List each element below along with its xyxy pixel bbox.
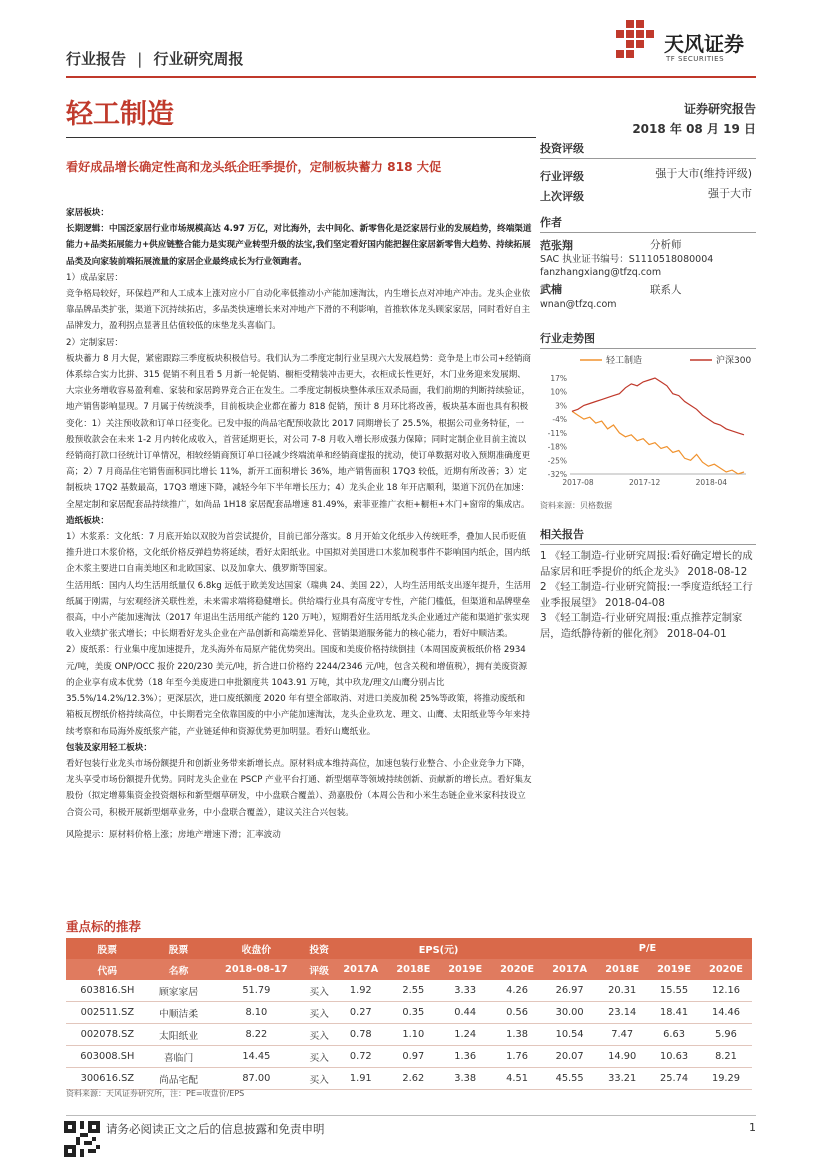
cell: 8.22 [209,1024,305,1046]
rating-value: 强于大市(维持评级) [655,167,752,180]
cell: 0.78 [334,1024,387,1046]
rating-title: 投资评级 [540,140,756,159]
cell: 20.07 [543,1046,596,1068]
author-email: fanzhangxiang@tfzq.com [540,267,662,278]
page-number: 1 [749,1121,756,1134]
cell: 尚品宅配 [149,1068,209,1090]
cell: 太阳纸业 [149,1024,209,1046]
cell: 18.41 [648,1002,700,1024]
th-name: 股票 [149,938,209,959]
cell: 603816.SH [66,980,149,1002]
table-header-row [66,938,752,959]
y-tick-label: 17% [550,374,567,383]
cell: 19.29 [700,1068,752,1090]
cell: 2.55 [387,980,439,1002]
cell: 买入 [304,980,334,1002]
title-divider [66,137,536,138]
author-name: 范张翔 [540,239,573,252]
cell: 002078.SZ [66,1024,149,1046]
report-sub: 行业研究周报 [153,50,244,68]
authors-title: 作者 [540,214,756,233]
industry-title: 轻工制造 [66,99,174,130]
y-tick-label: -25% [547,456,567,466]
cell: 买入 [304,1002,334,1024]
long-logic-label: 长期逻辑： [66,224,109,235]
th-sub: 2019E [439,959,491,980]
cell: 0.97 [387,1046,439,1068]
cell: 喜临门 [149,1046,209,1068]
cell: 3.38 [439,1068,491,1090]
cell: 1.91 [334,1068,387,1090]
th-sub: 评级 [304,959,334,980]
trend-section [540,330,756,349]
th-sub: 2017A [334,959,387,980]
author-role: 分析师 [650,239,682,251]
cell: 1.24 [439,1024,491,1046]
cell: 3.33 [439,980,491,1002]
cell: 1.10 [387,1024,439,1046]
long-logic [66,221,532,270]
cell: 买入 [304,1068,334,1090]
th-eps: EPS(元) [334,938,543,959]
report-type: 行业报告 [66,50,127,68]
th-pe: P/E [543,938,752,959]
paper-head: 造纸板块： [66,515,109,526]
cell: 300616.SZ [66,1068,149,1090]
long-logic-text: 中国泛家居行业市场规模高达 4.97 万亿，对比海外，去中间化、新零售化是泛家居行业的发展趋势，终端渠道能力+品类拓展能力+供应链整合能力是实现产业转型升级的法宝,我们坚定看好国内能把握住家居新零售大趋势、持续拓展品类及向家装前端拓展流量的家居企业最终成长为行业领跑者。 [66,224,532,267]
table-source: 资料来源：天风证券研究所，注：PE=收盘价/EPS [66,1089,245,1098]
cell: 1.92 [334,980,387,1002]
legend-label: 沪深300 [716,356,752,366]
rating-label: 上次评级 [540,190,584,203]
table-row [66,980,752,1002]
cell: 买入 [304,1024,334,1046]
headline: 看好成品增长确定性高和龙头纸企旺季提价，定制板块蓄力 818 大促 [66,160,442,174]
cell: 1.76 [491,1046,543,1068]
cell: 0.56 [491,1002,543,1024]
cell: 10.63 [648,1046,700,1068]
th-sub: 名称 [149,959,209,980]
paper-tissue: 生活用纸：国内人均生活用纸量仅 6.8kg 远低于欧美发达国家（瑞典 24、美国 22），人均生活用纸支出逐年提升，生活用纸属于刚需，与宏观经济关联性差，未来需求端将稳健增长。供给端行业具有高度守专性，产能门槛低，但渠道和品牌壁垒很高，中小产能加速淘汰（2017 年退出生活用纸产能约 120 万吨），短期看好生活用纸龙头企业通过产能和渠道扩张实现收入业绩扩张式增长；中长期看好龙头企业在产品创新和高端差异化、营销渠道服务能力的核心能力，看好中顺洁柔。 [66,580,532,640]
cell: 7.47 [596,1024,648,1046]
cell: 14.46 [700,1002,752,1024]
series-line [572,411,744,474]
paper-woodpulp: 1）木浆系：文化纸：7 月底开始以双胶为首尝试提价，目前已部分落实。8 月开始文化纸步入传统旺季，叠加人民币贬值推升进口木浆价格，文化纸价格反弹趋势将延续，看好太阳纸业。中国拟对美国进口木浆加税事件不影响国内纸企，国内纸企木浆主要进口自南美地区和北欧国家、以及加拿大、俄罗斯等国家。 [66,532,531,575]
cell: 顾家家居 [149,980,209,1002]
table-subheader-row [66,959,752,980]
th-sub: 代码 [66,959,149,980]
cell: 4.51 [491,1068,543,1090]
cell: 0.72 [334,1046,387,1068]
cell: 30.00 [543,1002,596,1024]
table-row [66,1046,752,1068]
report-date: 2018 年 08 月 19 日 [632,122,756,136]
author-email: wnan@tfzq.com [540,299,617,310]
cell: 15.55 [648,980,700,1002]
cell: 8.10 [209,1002,305,1024]
th-rating: 投资 [304,938,334,959]
cell: 2.62 [387,1068,439,1090]
cell: 10.54 [543,1024,596,1046]
author-cert: SAC 执业证书编号：S1110518080004 [540,254,714,265]
brand-en: TF SECURITIES [666,55,725,63]
cell: 25.74 [648,1068,700,1090]
x-tick-label: 2017-12 [628,478,661,487]
th-sub: 2018E [387,959,439,980]
home-head: 家居板块： [66,208,109,218]
cell: 4.26 [491,980,543,1002]
y-tick-label: -11% [547,428,567,438]
rating-label: 行业评级 [540,170,584,183]
th-sub: 2020E [491,959,543,980]
cell: 买入 [304,1046,334,1068]
y-tick-label: 10% [550,387,567,397]
cell: 0.27 [334,1002,387,1024]
cell: 0.35 [387,1002,439,1024]
cell: 1.36 [439,1046,491,1068]
report-type-line [66,48,244,69]
tf-logo [612,18,762,70]
cell: 33.21 [596,1068,648,1090]
header-divider [66,76,756,78]
series-line [572,378,744,435]
finished-furniture-text: 竞争格局较好，环保趋严和人工成本上涨对应小厂自动化率低推动小产能加速淘汰，内生增长点对冲地产冲击。龙头企业依靠品牌品类扩张，渠道下沉持续拓店，多品类快速增长来对冲地产下滑的不利影响，首推软体龙头顾家家居，同时看好自主品牌发力，盈利拐点显著且估值较低的床垫龙头喜临门。 [66,289,531,332]
th-sub: 2018E [596,959,648,980]
trend-source: 资料来源：贝格数据 [540,501,612,510]
author-card [540,283,756,312]
trend-title: 行业走势图 [540,330,756,349]
cell: 23.14 [596,1002,648,1024]
rating-value: 强于大市 [708,187,752,200]
y-tick-label: -18% [547,442,567,452]
tf-logo-icon [612,18,658,68]
qr-code-icon [64,1121,100,1157]
cell: 0.44 [439,1002,491,1024]
stock-table [66,938,752,1090]
author-card [540,239,756,279]
custom-furniture-text: 板块蓄力 8 月大促，紧密跟踪三季度板块积极信号。我们认为二季度定制行业呈现六大发展趋势：竞争是上市公司+经销商体系综合实力比拼、315 促销不利且看 5 月新一轮促销、橱柜受精装冲击更大，衣柜成长性更好，木门业务迎来发展期、大宗业务增收容易盈利难、家装和家居跨界竞合正在发生。二季度定制板块整体承压双杀局面，我们前期的判断持续验证，地产销售影响显现。7 月属于传统淡季，目前板块企业都在蓄力 818 促销，预计 8 月环比将改善，板块基本面也具有积极变化：1）关注预收款和订单口径变化。已发中报的尚品宅配预收款比 2017 同期增长了 25.5%，根据公司业务特征，一般预收款会在未来 1-2 月内转化成收入，首营延期更长，对公司 7-8 月收入增长形成强力保障；同时定制企业目前主流以经销商打款口径统计订单情况，相较经销商预订单口径减少终端流单和经销商虚报的扰动，使订单数据对收入预期准确度更高；2）7 月商品住宅销售面积同比增长 11%，新开工面积增长 36%，地产销售面积 17Q3 较低，近期有所改善；3）定制板块 17Q2 基数最高，17Q3 增速下降，减轻今年下半年增长压力；4）龙头企业 18 年开店顺利，渠道下沉仍在加速：全屋定制和家居配套品持续推广，如尚品 1H18 家居配套品增速 81.49%，索菲亚推广衣柜+橱柜+木门+窗帘的集成店。 [66,353,532,510]
related-title: 相关报告 [540,526,756,545]
legend-label: 轻工制造 [606,356,643,366]
trend-chart [540,350,756,498]
related-section [540,526,756,642]
risk-note: 风险提示：原材料价格上涨；房地产增速下滑；汇率波动 [66,829,281,840]
cell: 20.31 [596,980,648,1002]
x-tick-label: 2018-04 [695,478,728,487]
th-sub: 2018-08-17 [209,959,305,980]
cell: 12.16 [700,980,752,1002]
table-row [66,1002,752,1024]
th-sub: 2020E [700,959,752,980]
table-title: 重点标的推荐 [66,919,142,934]
th-sub: 2019E [648,959,700,980]
th-sub: 2017A [543,959,596,980]
cell: 51.79 [209,980,305,1002]
cell: 14.90 [596,1046,648,1068]
cell: 26.97 [543,980,596,1002]
pack-text: 看好包装行业龙头市场份额提升和创新业务带来新增长点。原材料成本维持高位，加速包装行业整合、小企业竞争力下降，龙头享受市场份额提升优势。同时龙头企业在 PSCP 产业平台打通、新型烟草等领域持续创新、贡献新的增长点。看好集友股份（拟定增募集资金投资烟标和新型烟草研发，中小盘联合覆盖）、劲嘉股份（本周公告和小米生态链企业米家科技设立合资公司，积极开展新型烟草业务，中小盘联合覆盖），建议关注合兴包装。 [66,758,532,818]
body-column [66,205,532,843]
cell: 中顺洁柔 [149,1002,209,1024]
footer-divider [66,1115,756,1116]
authors-section [540,214,756,312]
cell: 603008.SH [66,1046,149,1068]
report-label: 证券研究报告 [683,102,756,116]
cell: 45.55 [543,1068,596,1090]
th-price: 收盘价 [209,938,305,959]
custom-furniture-title: 2）定制家居： [66,337,124,348]
author-name: 武楠 [540,283,562,296]
cell: 14.45 [209,1046,305,1068]
table-row [66,1024,752,1046]
cell: 87.00 [209,1068,305,1090]
related-item[interactable]: 3 《轻工制造-行业研究周报:重点推荐定制家居，造纸静待新的催化剂》 2018-04-01 [540,612,743,640]
finished-furniture-title: 1）成品家居： [66,272,124,283]
cell: 6.63 [648,1024,700,1046]
author-role: 联系人 [650,284,682,296]
related-item[interactable]: 1 《轻工制造-行业研究周报:看好确定增长的成品家居和旺季提价的纸企龙头》 2018-08-12 [540,550,753,578]
related-item[interactable]: 2 《轻工制造-行业研究简报:一季度造纸轻工行业季报展望》 2018-04-08 [540,581,753,609]
cell: 002511.SZ [66,1002,149,1024]
rating-section [540,140,756,205]
report-separator: | [137,50,143,68]
y-tick-label: -4% [552,415,567,425]
cell: 1.38 [491,1024,543,1046]
cell: 8.21 [700,1046,752,1068]
rating-row [540,185,756,205]
y-tick-label: 3% [555,401,567,411]
y-tick-label: -32% [547,470,567,479]
footer-disclaimer: 请务必阅读正文之后的信息披露和免责申明 [106,1122,325,1136]
rating-row [540,165,756,185]
cell: 5.96 [700,1024,752,1046]
paper-waste: 2）废纸系：行业集中度加速提升，龙头海外布局原产能优势突出。国废和美废价格持续倒挂（本周国废黄板纸价格 2934 元/吨，美废 ONP/OCC 报价 220/230 美元/吨，折合进口价格约 2244/2346 元/吨，包含关税和增值税），拥有美废资源的企业享有成本优势（18 年至今美废进口申批额度共 1043.91 万吨，其中玖龙/理文/山鹰分别占比 35.5%/14.2%/12.3%）；更深层次，进口废纸额度 2020 年有望全部取消、对进口美废加税 25%等政策，将推动废纸和箱板瓦楞纸价格持续高位，中长期看完全依靠国废的中小产能加速淘汰，龙头企业玖龙、理文、山鹰、太阳纸业等今年来持续考察和布局海外废纸浆产能，产业链延伸和资源优势更加明显。看好山鹰纸业。 [66,645,531,737]
brand-cn: 天风证券 [664,32,744,56]
table-row [66,1068,752,1090]
th-code: 股票 [66,938,149,959]
pack-head: 包装及家用轻工板块： [66,742,152,753]
x-tick-label: 2017-08 [562,478,594,487]
